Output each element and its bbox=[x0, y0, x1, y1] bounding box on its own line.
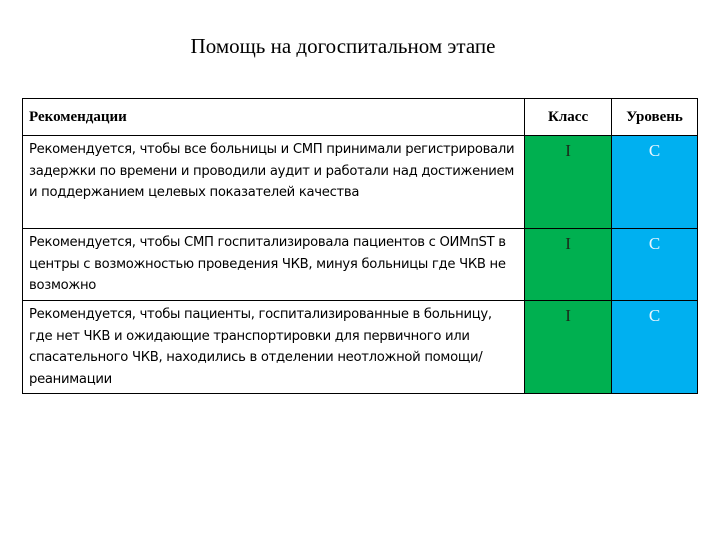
class-cell: I bbox=[525, 229, 612, 301]
recommendations-table bbox=[22, 98, 698, 394]
level-cell: C bbox=[612, 301, 698, 394]
recommendation-text: Рекомендуется, чтобы все больницы и СМП принимали регистрировали задержки по времени и проводили аудит и работали над достижением и поддержанием целевых показателей качества bbox=[23, 136, 525, 229]
header-level: Уровень bbox=[612, 99, 698, 136]
table-row bbox=[23, 229, 698, 301]
recommendation-text: Рекомендуется, чтобы СМП госпитализировала пациентов с ОИМпST в центры с возможностью проведения ЧКВ, минуя больницы где ЧКВ не возможно bbox=[23, 229, 525, 301]
table-header bbox=[23, 99, 698, 136]
header-class: Класс bbox=[525, 99, 612, 136]
class-cell: I bbox=[525, 301, 612, 394]
header-recommendations: Рекомендации bbox=[23, 99, 525, 136]
recommendation-text: Рекомендуется, чтобы пациенты, госпитализированные в больницу, где нет ЧКВ и ожидающие транспортировки для первичного или спасательного ЧКВ, находились в отделении неотложной помощи/реанимации bbox=[23, 301, 525, 394]
table-row bbox=[23, 301, 698, 394]
level-cell: C bbox=[612, 136, 698, 229]
table-row bbox=[23, 136, 698, 229]
class-cell: I bbox=[525, 136, 612, 229]
level-cell: C bbox=[612, 229, 698, 301]
page-title: Помощь на догоспитальном этапе bbox=[190, 34, 496, 58]
